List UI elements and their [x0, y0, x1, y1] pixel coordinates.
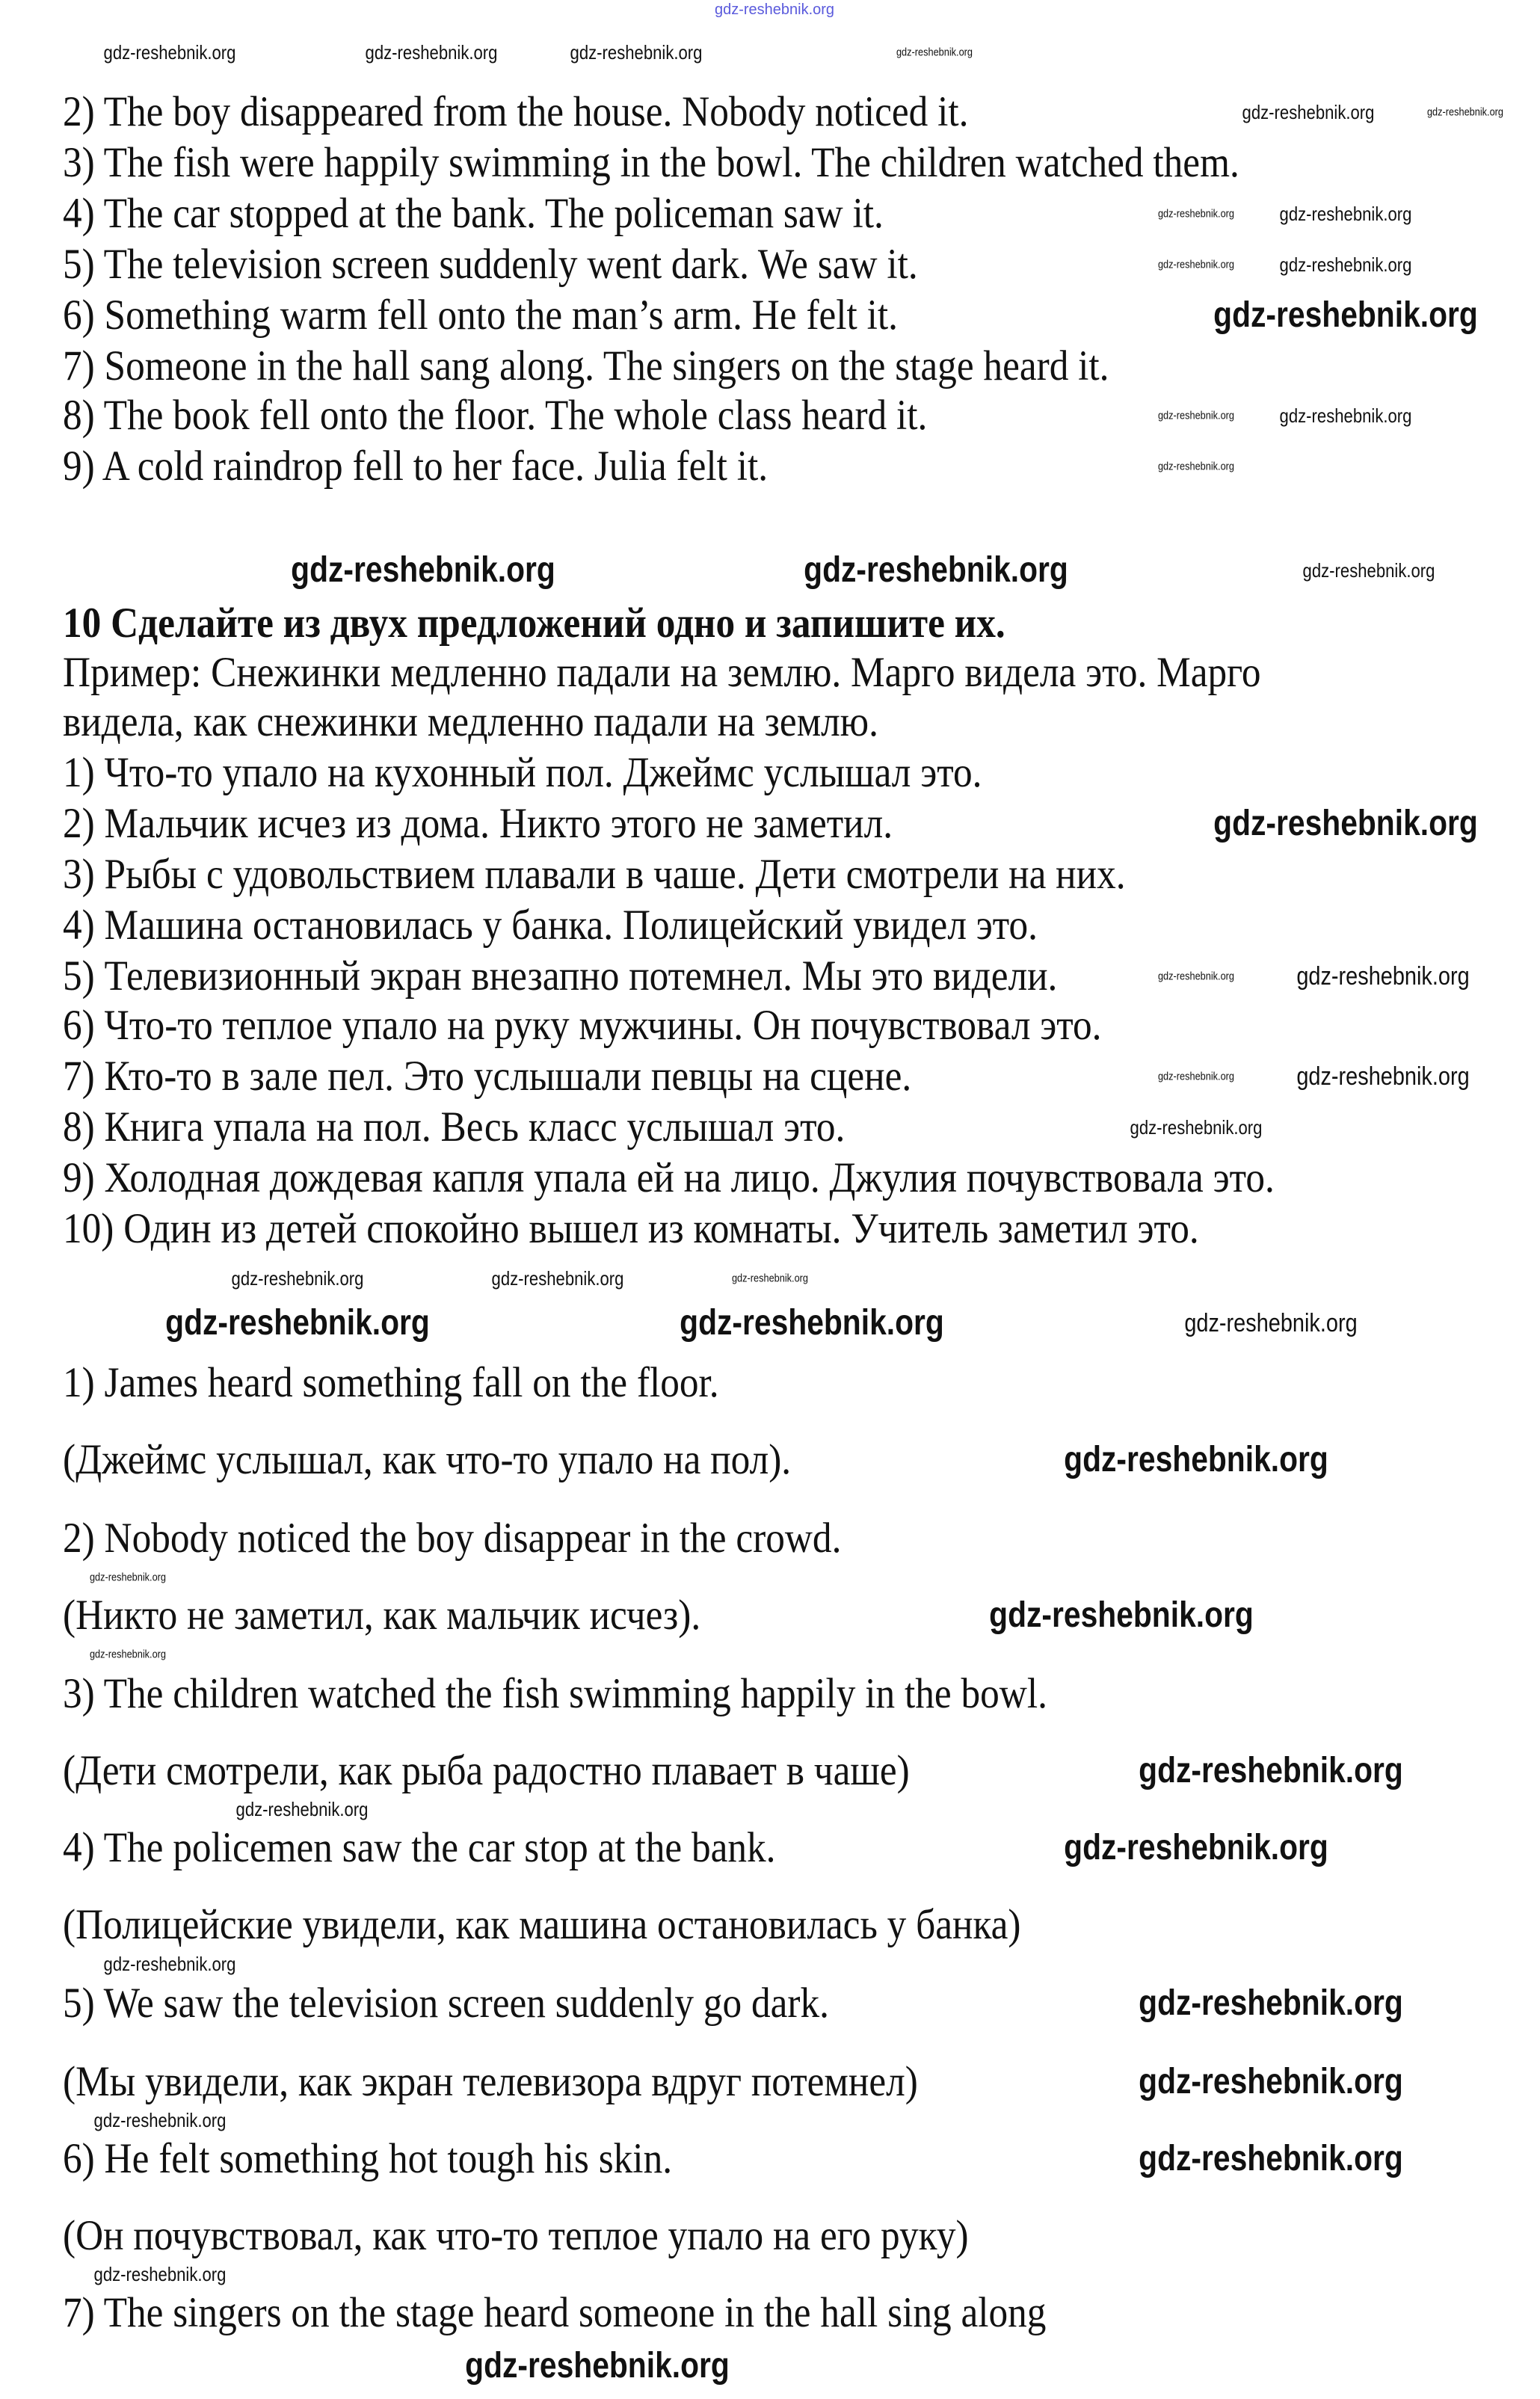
- watermark: gdz-reshebnik.org: [1139, 1751, 1403, 1790]
- answer-ru: (Никто не заметил, как мальчик исчез).: [63, 1592, 701, 1639]
- watermark: gdz-reshebnik.org: [165, 1303, 430, 1343]
- watermark: gdz-reshebnik.org: [731, 1272, 809, 1285]
- watermark: gdz-reshebnik.org: [570, 41, 703, 64]
- task9-line: 8) The book fell onto the floor. The whole class heard it.: [63, 392, 928, 439]
- watermark: gdz-reshebnik.org: [491, 1267, 624, 1290]
- task10-item: 4) Машина остановилась у банка. Полицейский увидел это.: [63, 902, 1038, 949]
- watermark: gdz-reshebnik.org: [235, 1798, 369, 1820]
- watermark: gdz-reshebnik.org: [1130, 1116, 1263, 1139]
- watermark: gdz-reshebnik.org: [93, 2109, 227, 2131]
- answer-ru: (Джеймс услышал, как что-то упало на пол).: [63, 1436, 792, 1483]
- task9-line: 5) The television screen suddenly went dark. We saw it.: [63, 241, 918, 288]
- answer-ru: (Мы увидели, как экран телевизора вдруг потемнел): [63, 2058, 918, 2105]
- watermark: gdz-reshebnik.org: [680, 1303, 944, 1343]
- watermark: gdz-reshebnik.org: [1302, 559, 1435, 582]
- watermark: gdz-reshebnik.org: [1296, 962, 1470, 991]
- task9-line: 9) A cold raindrop fell to her face. Julia felt it.: [63, 443, 769, 490]
- watermark: gdz-reshebnik.org: [89, 1648, 167, 1661]
- task10-item: 3) Рыбы с удовольствием плавали в чаше. Дети смотрели на них.: [63, 851, 1126, 898]
- task10-item: 9) Холодная дождевая капля упала ей на лицо. Джулия почувствовала это.: [63, 1154, 1275, 1201]
- watermark: gdz-reshebnik.org: [1279, 203, 1412, 225]
- watermark: gdz-reshebnik.org: [1064, 1440, 1328, 1479]
- watermark: gdz-reshebnik.org: [89, 1571, 167, 1584]
- watermark: gdz-reshebnik.org: [1064, 1828, 1328, 1867]
- watermark: gdz-reshebnik.org: [1157, 207, 1235, 221]
- watermark: gdz-reshebnik.org: [1279, 404, 1412, 427]
- answer-ru: (Он почувствовал, как что-то теплое упало на его руку): [63, 2212, 969, 2259]
- watermark: gdz-reshebnik.org: [1184, 1309, 1358, 1337]
- task9-line: 2) The boy disappeared from the house. Nobody noticed it.: [63, 88, 969, 135]
- task10-item: 8) Книга упала на пол. Весь класс услышал это.: [63, 1103, 846, 1151]
- watermark: gdz-reshebnik.org: [1242, 101, 1375, 123]
- watermark: gdz-reshebnik.org: [1426, 105, 1504, 119]
- watermark: gdz-reshebnik.org: [1157, 409, 1235, 422]
- answer-ru: (Дети смотрели, как рыба радостно плавает в чаше): [63, 1747, 910, 1794]
- watermark: gdz-reshebnik.org: [365, 41, 498, 64]
- watermark: gdz-reshebnik.org: [1213, 804, 1478, 843]
- task10-heading: 10 Сделайте из двух предложений одно и запишите их.: [63, 600, 1005, 647]
- watermark: gdz-reshebnik.org: [1139, 2062, 1403, 2101]
- answer-en: 5) We saw the television screen suddenly go dark.: [63, 1980, 829, 2027]
- watermark: gdz-reshebnik.org: [1139, 1983, 1403, 2023]
- watermark: gdz-reshebnik.org: [1213, 295, 1478, 335]
- task10-item: 7) Кто-то в зале пел. Это услышали певцы на сцене.: [63, 1053, 912, 1100]
- answer-en: 3) The children watched the fish swimming happily in the bowl.: [63, 1670, 1047, 1717]
- task10-item: 2) Мальчик исчез из дома. Никто этого не заметил.: [63, 800, 893, 847]
- task10-example: Пример: Снежинки медленно падали на землю. Марго видела это. Марго: [63, 649, 1261, 696]
- answer-en: 7) The singers on the stage heard someone in the hall sing along: [63, 2289, 1047, 2336]
- watermark: gdz-reshebnik.org: [1139, 2139, 1403, 2178]
- task10-example: видела, как снежинки медленно падали на землю.: [63, 698, 878, 745]
- task10-item: 5) Телевизионный экран внезапно потемнел. Мы это видели.: [63, 952, 1058, 1000]
- watermark: gdz-reshebnik.org: [103, 1953, 236, 1975]
- task9-line: 6) Something warm fell onto the man’s arm. He felt it.: [63, 292, 898, 339]
- answer-en: 4) The policemen saw the car stop at the bank.: [63, 1824, 776, 1871]
- task10-item: 1) Что-то упало на кухонный пол. Джеймс услышал это.: [63, 749, 982, 796]
- watermark: gdz-reshebnik.org: [1157, 258, 1235, 271]
- watermark: gdz-reshebnik.org: [1157, 460, 1235, 473]
- watermark: gdz-reshebnik.org: [1279, 253, 1412, 276]
- task9-line: 7) Someone in the hall sang along. The singers on the stage heard it.: [63, 342, 1109, 389]
- answer-en: 2) Nobody noticed the boy disappear in the crowd.: [63, 1515, 842, 1562]
- site-link-top[interactable]: gdz-reshebnik.org: [714, 1, 835, 18]
- watermark: gdz-reshebnik.org: [231, 1267, 364, 1290]
- watermark: gdz-reshebnik.org: [93, 2263, 227, 2285]
- answer-en: 1) James heard something fall on the floor.: [63, 1359, 719, 1406]
- watermark: gdz-reshebnik.org: [291, 550, 555, 590]
- task9-line: 4) The car stopped at the bank. The policeman saw it.: [63, 190, 884, 237]
- watermark: gdz-reshebnik.org: [1157, 970, 1235, 983]
- watermark: gdz-reshebnik.org: [1296, 1062, 1470, 1091]
- watermark: gdz-reshebnik.org: [465, 2346, 730, 2386]
- answer-ru: (Полицейские увидели, как машина остановилась у банка): [63, 1901, 1021, 1948]
- task9-line: 3) The fish were happily swimming in the bowl. The children watched them.: [63, 139, 1239, 186]
- task10-item: 10) Один из детей спокойно вышел из комнаты. Учитель заметил это.: [63, 1205, 1199, 1252]
- watermark: gdz-reshebnik.org: [1157, 1070, 1235, 1083]
- answer-en: 6) He felt something hot tough his skin.: [63, 2135, 673, 2182]
- watermark: gdz-reshebnik.org: [896, 46, 973, 59]
- task10-item: 6) Что-то теплое упало на руку мужчины. Он почувствовал это.: [63, 1002, 1102, 1049]
- watermark: gdz-reshebnik.org: [804, 550, 1068, 590]
- watermark: gdz-reshebnik.org: [989, 1595, 1254, 1635]
- watermark: gdz-reshebnik.org: [103, 41, 236, 64]
